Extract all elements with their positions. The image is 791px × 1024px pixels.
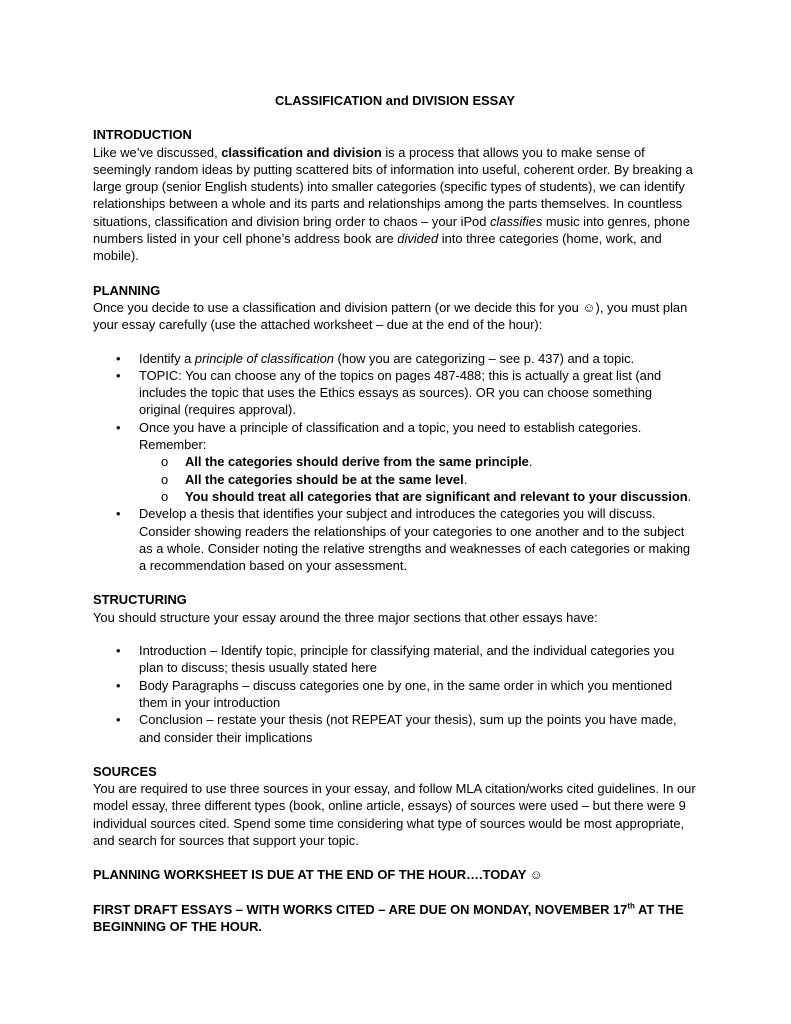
planning-heading: PLANNING <box>93 282 161 298</box>
intro-italic-classifies: classifies <box>489 213 543 229</box>
list-item <box>93 350 697 367</box>
list-item: • Introduction – Identify topic, principle for classifying material, and the individual categories you plan to discuss; thesis usually stated here <box>93 642 697 677</box>
intro-text-4: into three categories (home, work, and mobile). <box>93 231 662 264</box>
introduction-section <box>93 126 697 264</box>
sub1-text: All the categories should derive from the same principle <box>185 454 529 470</box>
planning-b3-text: Once you have a principle of classification and a topic, you need to establish categories. Remember: <box>139 419 642 453</box>
planning-list <box>93 350 697 575</box>
draft-note-superscript: th <box>627 901 635 911</box>
sub2-period: . <box>463 471 468 487</box>
sources-heading: SOURCES <box>93 763 157 779</box>
sub2-text: All the categories should be at the same level <box>185 471 464 487</box>
structuring-list <box>93 642 697 746</box>
sub3-text: You should treat all categories that are significant and relevant to your discussion <box>185 488 688 504</box>
planning-intro: Once you decide to use a classification and division pattern (or we decide this for you ☺), you must plan your essay carefully (use the attached worksheet – due at the end of the hour): <box>93 299 688 333</box>
list-item: • Body Paragraphs – discuss categories one by one, in the same order in which you mentioned them in your introduction <box>93 677 697 712</box>
intro-bold-term: classification and division <box>221 144 382 160</box>
planning-b1-italic: principle of classification <box>194 350 334 366</box>
list-item: • TOPIC: You can choose any of the topics on pages 487-488; this is actually a great list (and includes the topic that uses the Ethics essays as sources). OR you can choose something original (requires approval). <box>93 367 697 419</box>
structuring-heading: STRUCTURING <box>93 592 187 608</box>
worksheet-due-note: PLANNING WORKSHEET IS DUE AT THE END OF THE HOUR….TODAY ☺ <box>93 867 543 883</box>
structuring-intro: You should structure your essay around the three major sections that other essays have: <box>93 609 598 625</box>
sub-list-item <box>139 471 697 488</box>
document-title: CLASSIFICATION and DIVISION ESSAY <box>275 93 515 108</box>
list-item <box>93 419 697 505</box>
sources-paragraph: You are required to use three sources in your essay, and follow MLA citation/works cited guidelines. In our model essay, three different types (book, online article, essays) of sources were used – but there were 9 individual sources cited. Spend some time considering what type of sources would be most appropriate, and search for sources that support your topic. <box>93 781 696 848</box>
planning-b1-post: (how you are categorizing – see p. 437) and a topic. <box>333 350 635 366</box>
draft-note-text: FIRST DRAFT ESSAYS – WITH WORKS CITED – ARE DUE ON MONDAY, NOVEMBER 17 <box>93 901 628 917</box>
introduction-heading: INTRODUCTION <box>93 127 192 143</box>
intro-text-2: is a process that allows you to make sense of seemingly random ideas by putting scattered bits of information into useful, coherent order. By breaking a large group (senior English students) into smaller categories (specific types of students), we can identify relationships between a whole and its parts and relationships among the parts themselves. In countless situations, classification and division bring order to chaos – your iPod <box>93 144 693 229</box>
sub3-period: . <box>687 488 692 504</box>
list-item: • Develop a thesis that identifies your subject and introduces the categories you will discuss. Consider showing readers the relationships of your categories to one another and to the subject as a whole. Consider noting the relative strengths and weaknesses of each categories or making a recommendation based on your assessment. <box>93 505 697 574</box>
list-item: • Conclusion – restate your thesis (not REPEAT your thesis), sum up the points you have made, and consider their implications <box>93 711 697 746</box>
sources-section <box>93 763 697 849</box>
intro-italic-divided: divided <box>397 231 439 247</box>
intro-text-3: music into genres, phone numbers listed in your cell phone’s address book are <box>93 213 690 247</box>
draft-due-note <box>93 901 697 936</box>
draft-note-text-end: AT THE BEGINNING OF THE HOUR. <box>93 901 684 934</box>
sub1-period: . <box>528 454 533 470</box>
intro-text-1: Like we’ve discussed, <box>93 144 222 160</box>
structuring-section <box>93 591 697 745</box>
sub-list-item <box>139 488 697 505</box>
planning-b1-pre: Identify a <box>139 350 195 366</box>
planning-section <box>93 282 697 575</box>
sub-list-item <box>139 453 697 470</box>
planning-sublist <box>139 453 697 505</box>
introduction-paragraph <box>93 144 697 265</box>
